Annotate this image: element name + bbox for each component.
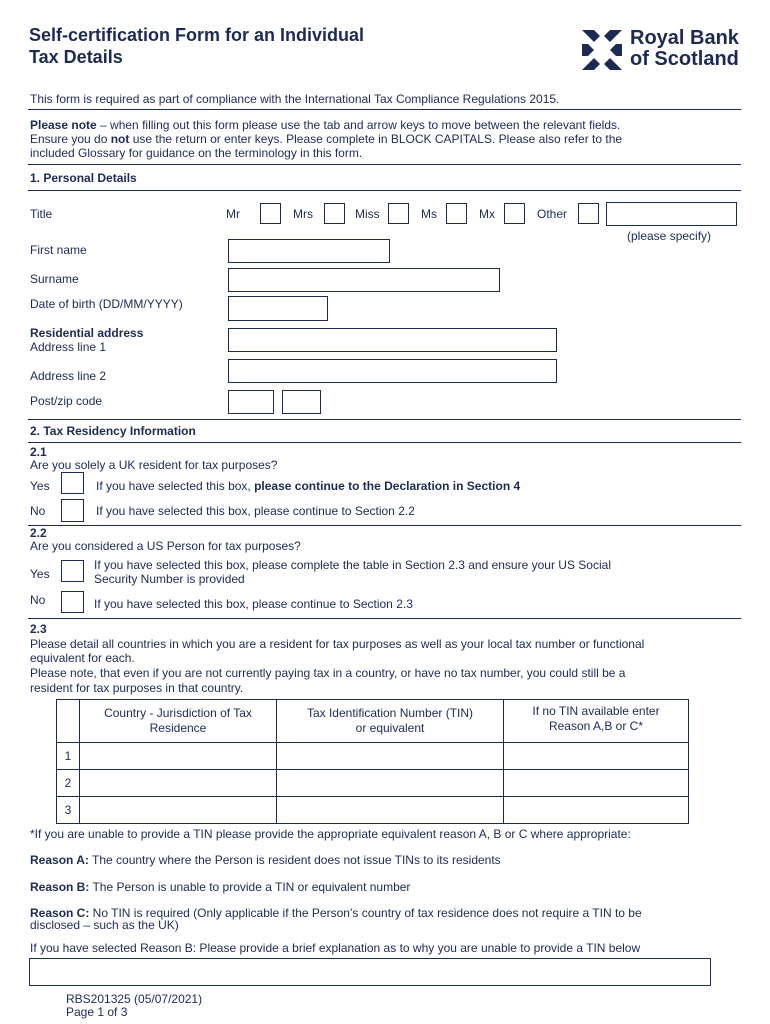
q23-line3: Please note, that even if you are not currently paying tax in a country, or have no tax number, you could still be a bbox=[30, 666, 626, 680]
title-option-ms-label: Ms bbox=[421, 207, 437, 221]
country-cell-1[interactable] bbox=[80, 743, 277, 770]
q21-text: Are you solely a UK resident for tax purposes? bbox=[30, 458, 278, 472]
form-reference: RBS201325 (05/07/2021) bbox=[66, 992, 203, 1006]
q23-line1: Please detail all countries in which you are a resident for tax purposes as well as your local tax number or functional bbox=[30, 637, 645, 651]
divider bbox=[28, 190, 741, 191]
reason-a bbox=[30, 853, 501, 867]
col2-line1: Tax Identification Number (TIN) bbox=[306, 706, 474, 720]
address-line2-input[interactable] bbox=[228, 359, 557, 383]
reason-c-label: Reason C: bbox=[30, 906, 90, 920]
postcode-label: Post/zip code bbox=[30, 394, 103, 408]
divider bbox=[28, 164, 741, 165]
divider bbox=[28, 419, 741, 420]
logo-line1: Royal Bank bbox=[630, 27, 739, 49]
title-mx-checkbox[interactable] bbox=[504, 203, 525, 224]
reason-a-text: The country where the Person is resident does not issue TINs to its residents bbox=[88, 853, 501, 867]
table-row bbox=[57, 743, 689, 770]
reason-a-label: Reason A: bbox=[30, 853, 89, 867]
page-number: Page 1 of 3 bbox=[66, 1005, 128, 1019]
postcode-input-part1[interactable] bbox=[228, 390, 274, 414]
q21-yes-text bbox=[96, 479, 520, 493]
note-text2b: use the return or enter keys. Please complete in BLOCK CAPITALS. Please also refer to the bbox=[129, 132, 623, 146]
section2-heading: 2. Tax Residency Information bbox=[30, 424, 196, 438]
tax-residence-table bbox=[56, 699, 689, 824]
q22-yes-checkbox[interactable] bbox=[61, 560, 84, 582]
surname-input[interactable] bbox=[228, 268, 500, 292]
address-line1-input[interactable] bbox=[228, 328, 557, 352]
note-line2 bbox=[30, 132, 622, 146]
note-text2a: Ensure you do bbox=[30, 132, 111, 146]
table-header-country bbox=[80, 700, 277, 743]
reason-b-explanation-input[interactable] bbox=[29, 958, 711, 986]
q22-yes-label: Yes bbox=[30, 567, 50, 581]
title-option-other-label: Other bbox=[537, 207, 568, 221]
q22-yes-text-line2: Security Number is provided bbox=[94, 572, 245, 586]
row-number: 2 bbox=[57, 770, 80, 797]
title-option-mr-label: Mr bbox=[226, 207, 240, 221]
note-text1: – when filling out this form please use the tab and arrow keys to move between the relevant fields. bbox=[96, 118, 621, 132]
reason-b-text: The Person is unable to provide a TIN or equivalent number bbox=[89, 880, 411, 894]
form-title-line2: Tax Details bbox=[29, 47, 123, 67]
col2-line2: or equivalent bbox=[355, 721, 425, 735]
title-other-checkbox[interactable] bbox=[578, 203, 599, 224]
tin-cell-2[interactable] bbox=[277, 770, 504, 797]
q22-no-checkbox[interactable] bbox=[61, 591, 84, 613]
form-title-line1: Self-certification Form for an Individual bbox=[29, 25, 365, 45]
form-title bbox=[29, 24, 364, 68]
table-header-reason bbox=[504, 700, 689, 743]
surname-label: Surname bbox=[30, 272, 79, 286]
q21-no-text: If you have selected this box, please continue to Section 2.2 bbox=[96, 504, 415, 518]
title-option-miss-label: Miss bbox=[355, 207, 380, 221]
rbs-daisy-icon bbox=[580, 28, 624, 72]
divider bbox=[28, 442, 741, 443]
reason-b-explain-label: If you have selected Reason B: Please provide a brief explanation as to why you are unable to provide a TIN below bbox=[30, 941, 641, 955]
tin-cell-3[interactable] bbox=[277, 797, 504, 824]
table-row bbox=[57, 797, 689, 824]
dob-label: Date of birth (DD/MM/YYYY) bbox=[30, 297, 183, 311]
dob-input[interactable] bbox=[228, 296, 328, 321]
divider bbox=[28, 109, 741, 110]
title-option-mx-label: Mx bbox=[479, 207, 495, 221]
reason-b-label: Reason B: bbox=[30, 880, 90, 894]
reason-cell-3[interactable] bbox=[504, 797, 689, 824]
title-other-specify-input[interactable] bbox=[606, 202, 737, 226]
q23-line2: equivalent for each. bbox=[30, 651, 135, 665]
q23-line4: resident for tax purposes in that country. bbox=[30, 681, 244, 695]
note-line1 bbox=[30, 118, 620, 132]
tin-cell-1[interactable] bbox=[277, 743, 504, 770]
col1-line1: Country - Jurisdiction of Tax bbox=[104, 706, 252, 720]
q21-yes-text-a: If you have selected this box, bbox=[96, 479, 255, 493]
reason-c-line2: disclosed – such as the UK) bbox=[30, 918, 179, 932]
title-mr-checkbox[interactable] bbox=[260, 203, 281, 224]
q22-yes-text-line1: If you have selected this box, please complete the table in Section 2.3 and ensure your US Social bbox=[94, 558, 611, 572]
country-cell-2[interactable] bbox=[80, 770, 277, 797]
title-label: Title bbox=[30, 207, 53, 221]
col1-line2: Residence bbox=[149, 721, 207, 735]
table-header-corner bbox=[57, 700, 80, 743]
divider bbox=[28, 618, 741, 619]
postcode-input-part2[interactable] bbox=[282, 390, 321, 414]
q21-yes-text-b: please continue to the Declaration in Section 4 bbox=[254, 479, 521, 493]
col3-line1: If no TIN available enter bbox=[532, 704, 660, 718]
please-specify-label: (please specify) bbox=[627, 229, 712, 243]
row-number: 3 bbox=[57, 797, 80, 824]
q21-no-checkbox[interactable] bbox=[61, 499, 84, 522]
reason-c-text-line1: No TIN is required (Only applicable if the Person’s country of tax residence does not require a TIN to be bbox=[89, 906, 642, 920]
note-line3: included Glossary for guidance on the terminology in this form. bbox=[30, 146, 363, 160]
q21-number: 2.1 bbox=[30, 445, 47, 459]
title-miss-checkbox[interactable] bbox=[388, 203, 409, 224]
reason-b bbox=[30, 880, 410, 894]
q21-yes-label: Yes bbox=[30, 479, 50, 493]
table-header-row bbox=[57, 700, 689, 743]
note-not: not bbox=[110, 132, 130, 146]
q21-no-label: No bbox=[30, 504, 46, 518]
q22-no-text: If you have selected this box, please continue to Section 2.3 bbox=[94, 597, 413, 611]
q23-number: 2.3 bbox=[30, 622, 47, 636]
address-line1-label: Address line 1 bbox=[30, 340, 107, 354]
q22-no-label: No bbox=[30, 593, 46, 607]
divider bbox=[28, 525, 741, 526]
section1-heading: 1. Personal Details bbox=[30, 171, 137, 185]
row-number: 1 bbox=[57, 743, 80, 770]
title-ms-checkbox[interactable] bbox=[446, 203, 467, 224]
rbs-logo bbox=[580, 28, 745, 74]
first-name-label: First name bbox=[30, 243, 87, 257]
note-bold: Please note bbox=[30, 118, 97, 132]
first-name-input[interactable] bbox=[228, 239, 390, 263]
q22-number: 2.2 bbox=[30, 526, 47, 540]
compliance-text: This form is required as part of compliance with the International Tax Compliance Regulations 2015. bbox=[30, 92, 560, 106]
country-cell-3[interactable] bbox=[80, 797, 277, 824]
tin-footnote: *If you are unable to provide a TIN please provide the appropriate equivalent reason A, B or C where appropriate: bbox=[30, 827, 631, 841]
reason-cell-1[interactable] bbox=[504, 743, 689, 770]
q21-yes-checkbox[interactable] bbox=[61, 472, 84, 494]
title-option-mrs-label: Mrs bbox=[293, 207, 313, 221]
address-line2-label: Address line 2 bbox=[30, 369, 107, 383]
reason-cell-2[interactable] bbox=[504, 770, 689, 797]
logo-line2: of Scotland bbox=[630, 48, 739, 70]
table-header-tin bbox=[277, 700, 504, 743]
table-row bbox=[57, 770, 689, 797]
title-mrs-checkbox[interactable] bbox=[324, 203, 345, 224]
residential-address-label: Residential address bbox=[30, 326, 144, 340]
q22-text: Are you considered a US Person for tax purposes? bbox=[30, 539, 301, 553]
col3-line2: Reason A,B or C* bbox=[548, 719, 644, 733]
